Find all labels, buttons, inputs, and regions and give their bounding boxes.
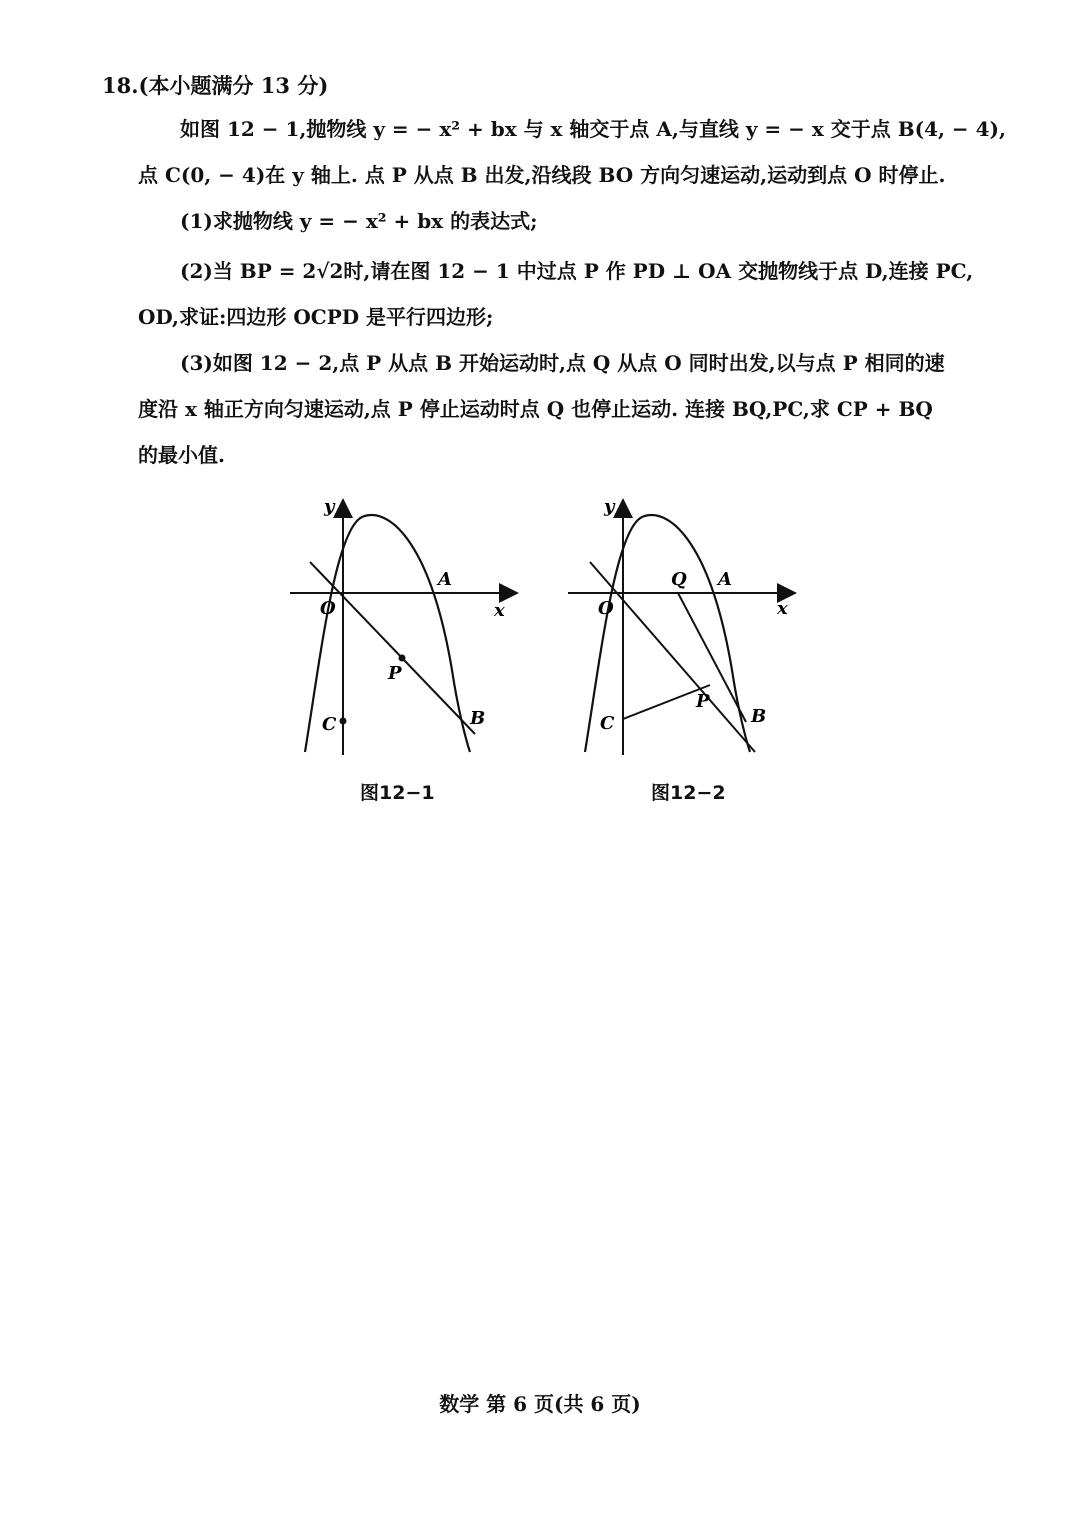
figure-12-1-caption: 图12−1 [360,782,435,804]
label-c: C [322,714,337,735]
point-c [340,718,347,725]
part-1: (1)求抛物线 y = − x² + bx 的表达式; [180,209,538,233]
intro-line-1: 如图 12 − 1,抛物线 y = − x² + bx 与 x 轴交于点 A,与直线 y = − x 交于点 B(4, − 4), [180,117,1006,141]
part-2-line-1: (2)当 BP = 2√2时,请在图 12 − 1 中过点 P 作 PD ⊥ OA 交抛物线于点 D,连接 PC, [180,259,974,283]
label-p: P [388,663,402,684]
figure-12-1 [280,490,530,774]
label-x: x [777,598,788,619]
figure-12-2 [560,490,810,774]
part-3-line-2: 度沿 x 轴正方向匀速运动,点 P 停止运动时点 Q 也停止运动. 连接 BQ,PC,求 CP + BQ [138,397,933,421]
label-o: O [320,598,336,619]
label-y: y [324,496,335,517]
label-a: A [718,569,732,590]
label-o: O [598,598,614,619]
intro-line-2: 点 C(0, − 4)在 y 轴上. 点 P 从点 B 出发,沿线段 BO 方向匀速运动,运动到点 O 时停止. [138,163,946,187]
page-footer: 数学 第 6 页(共 6 页) [439,1392,641,1416]
part-2-line-2: OD,求证:四边形 OCPD 是平行四边形; [138,305,494,329]
point-p [399,655,406,662]
question-header: 18.(本小题满分 13 分) [102,73,329,98]
label-c: C [600,713,615,734]
figure-12-2-caption: 图12−2 [651,782,726,804]
label-b: B [751,706,767,727]
label-q: Q [671,569,687,590]
label-p: P [696,691,710,712]
label-b: B [470,708,486,729]
part-3-line-3: 的最小值. [138,443,225,467]
figure-12-1-diagram [280,490,530,770]
label-y: y [604,496,615,517]
part-3-line-1: (3)如图 12 − 2,点 P 从点 B 开始运动时,点 Q 从点 O 同时出发,以与点 P 相同的速 [180,351,945,375]
label-a: A [438,569,452,590]
label-x: x [494,600,505,621]
figure-12-2-diagram [560,490,810,770]
